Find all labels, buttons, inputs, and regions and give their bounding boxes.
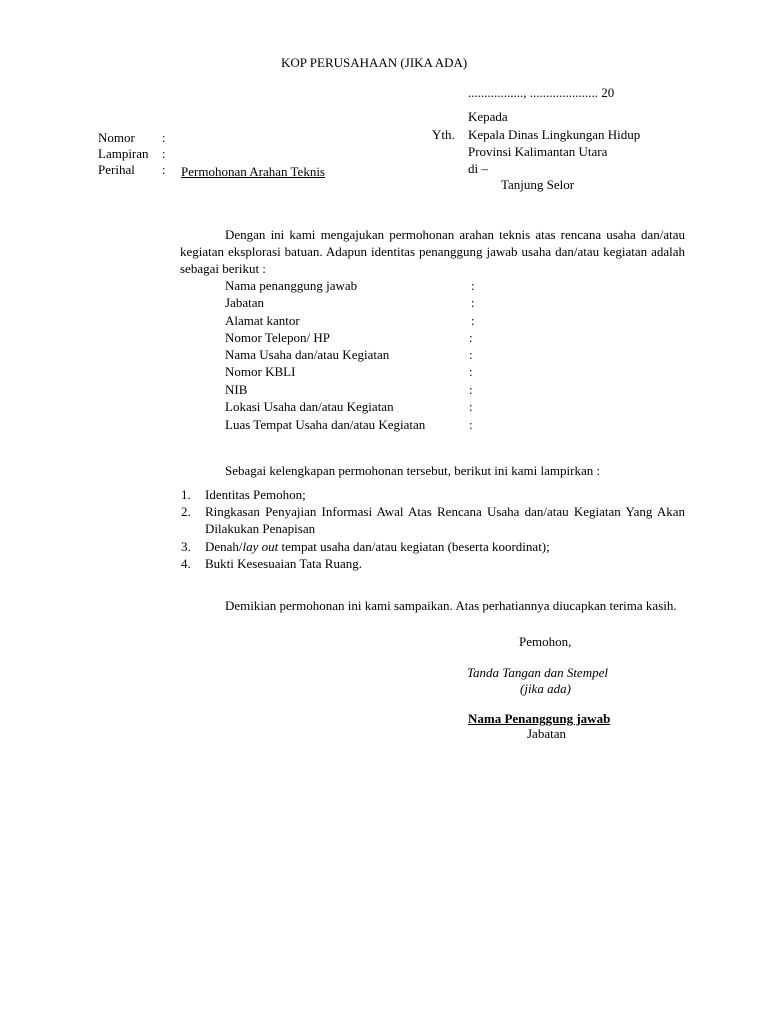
recipient-line-3: di – bbox=[468, 161, 488, 176]
closing-paragraph: Demikian permohonan ini kami sampaikan. Atas perhatiannya diucapkan terima kasih. bbox=[225, 598, 677, 613]
lampiran-label: Lampiran bbox=[98, 146, 149, 161]
field-nama-penanggung-jawab: Nama penanggung jawab bbox=[225, 278, 358, 293]
recipient-kepada: Kepada bbox=[468, 109, 508, 124]
date-line: ................., ..................... 20 bbox=[468, 85, 615, 100]
list-item-text: Identitas Pemohon; bbox=[205, 487, 306, 502]
list-item-number: 2. bbox=[181, 504, 191, 519]
field-lokasi-usaha: Lokasi Usaha dan/atau Kegiatan bbox=[225, 399, 394, 414]
recipient-line-2: Provinsi Kalimantan Utara bbox=[468, 144, 608, 159]
field-colon: : bbox=[471, 278, 475, 293]
field-jabatan: Jabatan bbox=[225, 295, 264, 310]
field-nomor-telepon: Nomor Telepon/ HP bbox=[225, 330, 331, 345]
signature-title: Jabatan bbox=[527, 726, 566, 741]
field-colon: : bbox=[469, 330, 473, 345]
nomor-colon: : bbox=[162, 130, 166, 145]
field-colon: : bbox=[469, 417, 473, 432]
list-item-text: Bukti Kesesuaian Tata Ruang. bbox=[205, 556, 362, 571]
perihal-value: Permohonan Arahan Teknis bbox=[181, 164, 325, 179]
field-colon: : bbox=[471, 313, 475, 328]
field-colon: : bbox=[471, 295, 475, 310]
field-nama-usaha: Nama Usaha dan/atau Kegiatan bbox=[225, 347, 390, 362]
recipient-line-4: Tanjung Selor bbox=[501, 177, 575, 192]
list-item-number: 1. bbox=[181, 487, 191, 502]
perihal-label: Perihal bbox=[98, 162, 135, 177]
list-item-text bbox=[205, 538, 685, 555]
list-item-number: 3. bbox=[181, 539, 191, 554]
field-colon: : bbox=[469, 364, 473, 379]
list-item-text: Ringkasan Penyajian Informasi Awal Atas Rencana Usaha dan/atau Kegiatan Yang Akan Dilakukan Penapisan bbox=[205, 504, 685, 536]
perihal-colon: : bbox=[162, 162, 166, 177]
field-alamat-kantor: Alamat kantor bbox=[225, 313, 300, 328]
field-colon: : bbox=[469, 399, 473, 414]
list-item-text-part: tempat usaha dan/atau kegiatan (beserta koordinat); bbox=[278, 539, 550, 554]
list-item-number: 4. bbox=[181, 556, 191, 571]
signature-pemohon: Pemohon, bbox=[519, 634, 572, 649]
list-item-text-italic: lay out bbox=[242, 539, 279, 554]
lampiran-intro: Sebagai kelengkapan permohonan tersebut, berikut ini kami lampirkan : bbox=[225, 463, 601, 478]
field-colon: : bbox=[469, 382, 473, 397]
intro-paragraph: Dengan ini kami mengajukan permohonan arahan teknis atas rencana usaha dan/atau kegiatan eksplorasi batuan. Adapun identitas penanggung jawab usaha dan/atau kegiatan adalah sebagai berikut : bbox=[180, 227, 685, 276]
list-item-text-part: Denah/ bbox=[205, 539, 243, 554]
signature-ttd-line-2: (jika ada) bbox=[520, 681, 571, 696]
field-nib: NIB bbox=[225, 382, 248, 397]
signature-name: Nama Penanggung jawab bbox=[468, 711, 611, 726]
lampiran-colon: : bbox=[162, 146, 166, 161]
field-colon: : bbox=[469, 347, 473, 362]
field-nomor-kbli: Nomor KBLI bbox=[225, 364, 296, 379]
recipient-yth: Yth. bbox=[432, 127, 455, 142]
nomor-label: Nomor bbox=[98, 130, 135, 145]
recipient-line-1: Kepala Dinas Lingkungan Hidup bbox=[468, 127, 641, 142]
letterhead-title: KOP PERUSAHAAN (JIKA ADA) bbox=[281, 55, 468, 70]
field-luas-tempat-usaha: Luas Tempat Usaha dan/atau Kegiatan bbox=[225, 417, 426, 432]
signature-ttd-line-1: Tanda Tangan dan Stempel bbox=[467, 665, 608, 680]
